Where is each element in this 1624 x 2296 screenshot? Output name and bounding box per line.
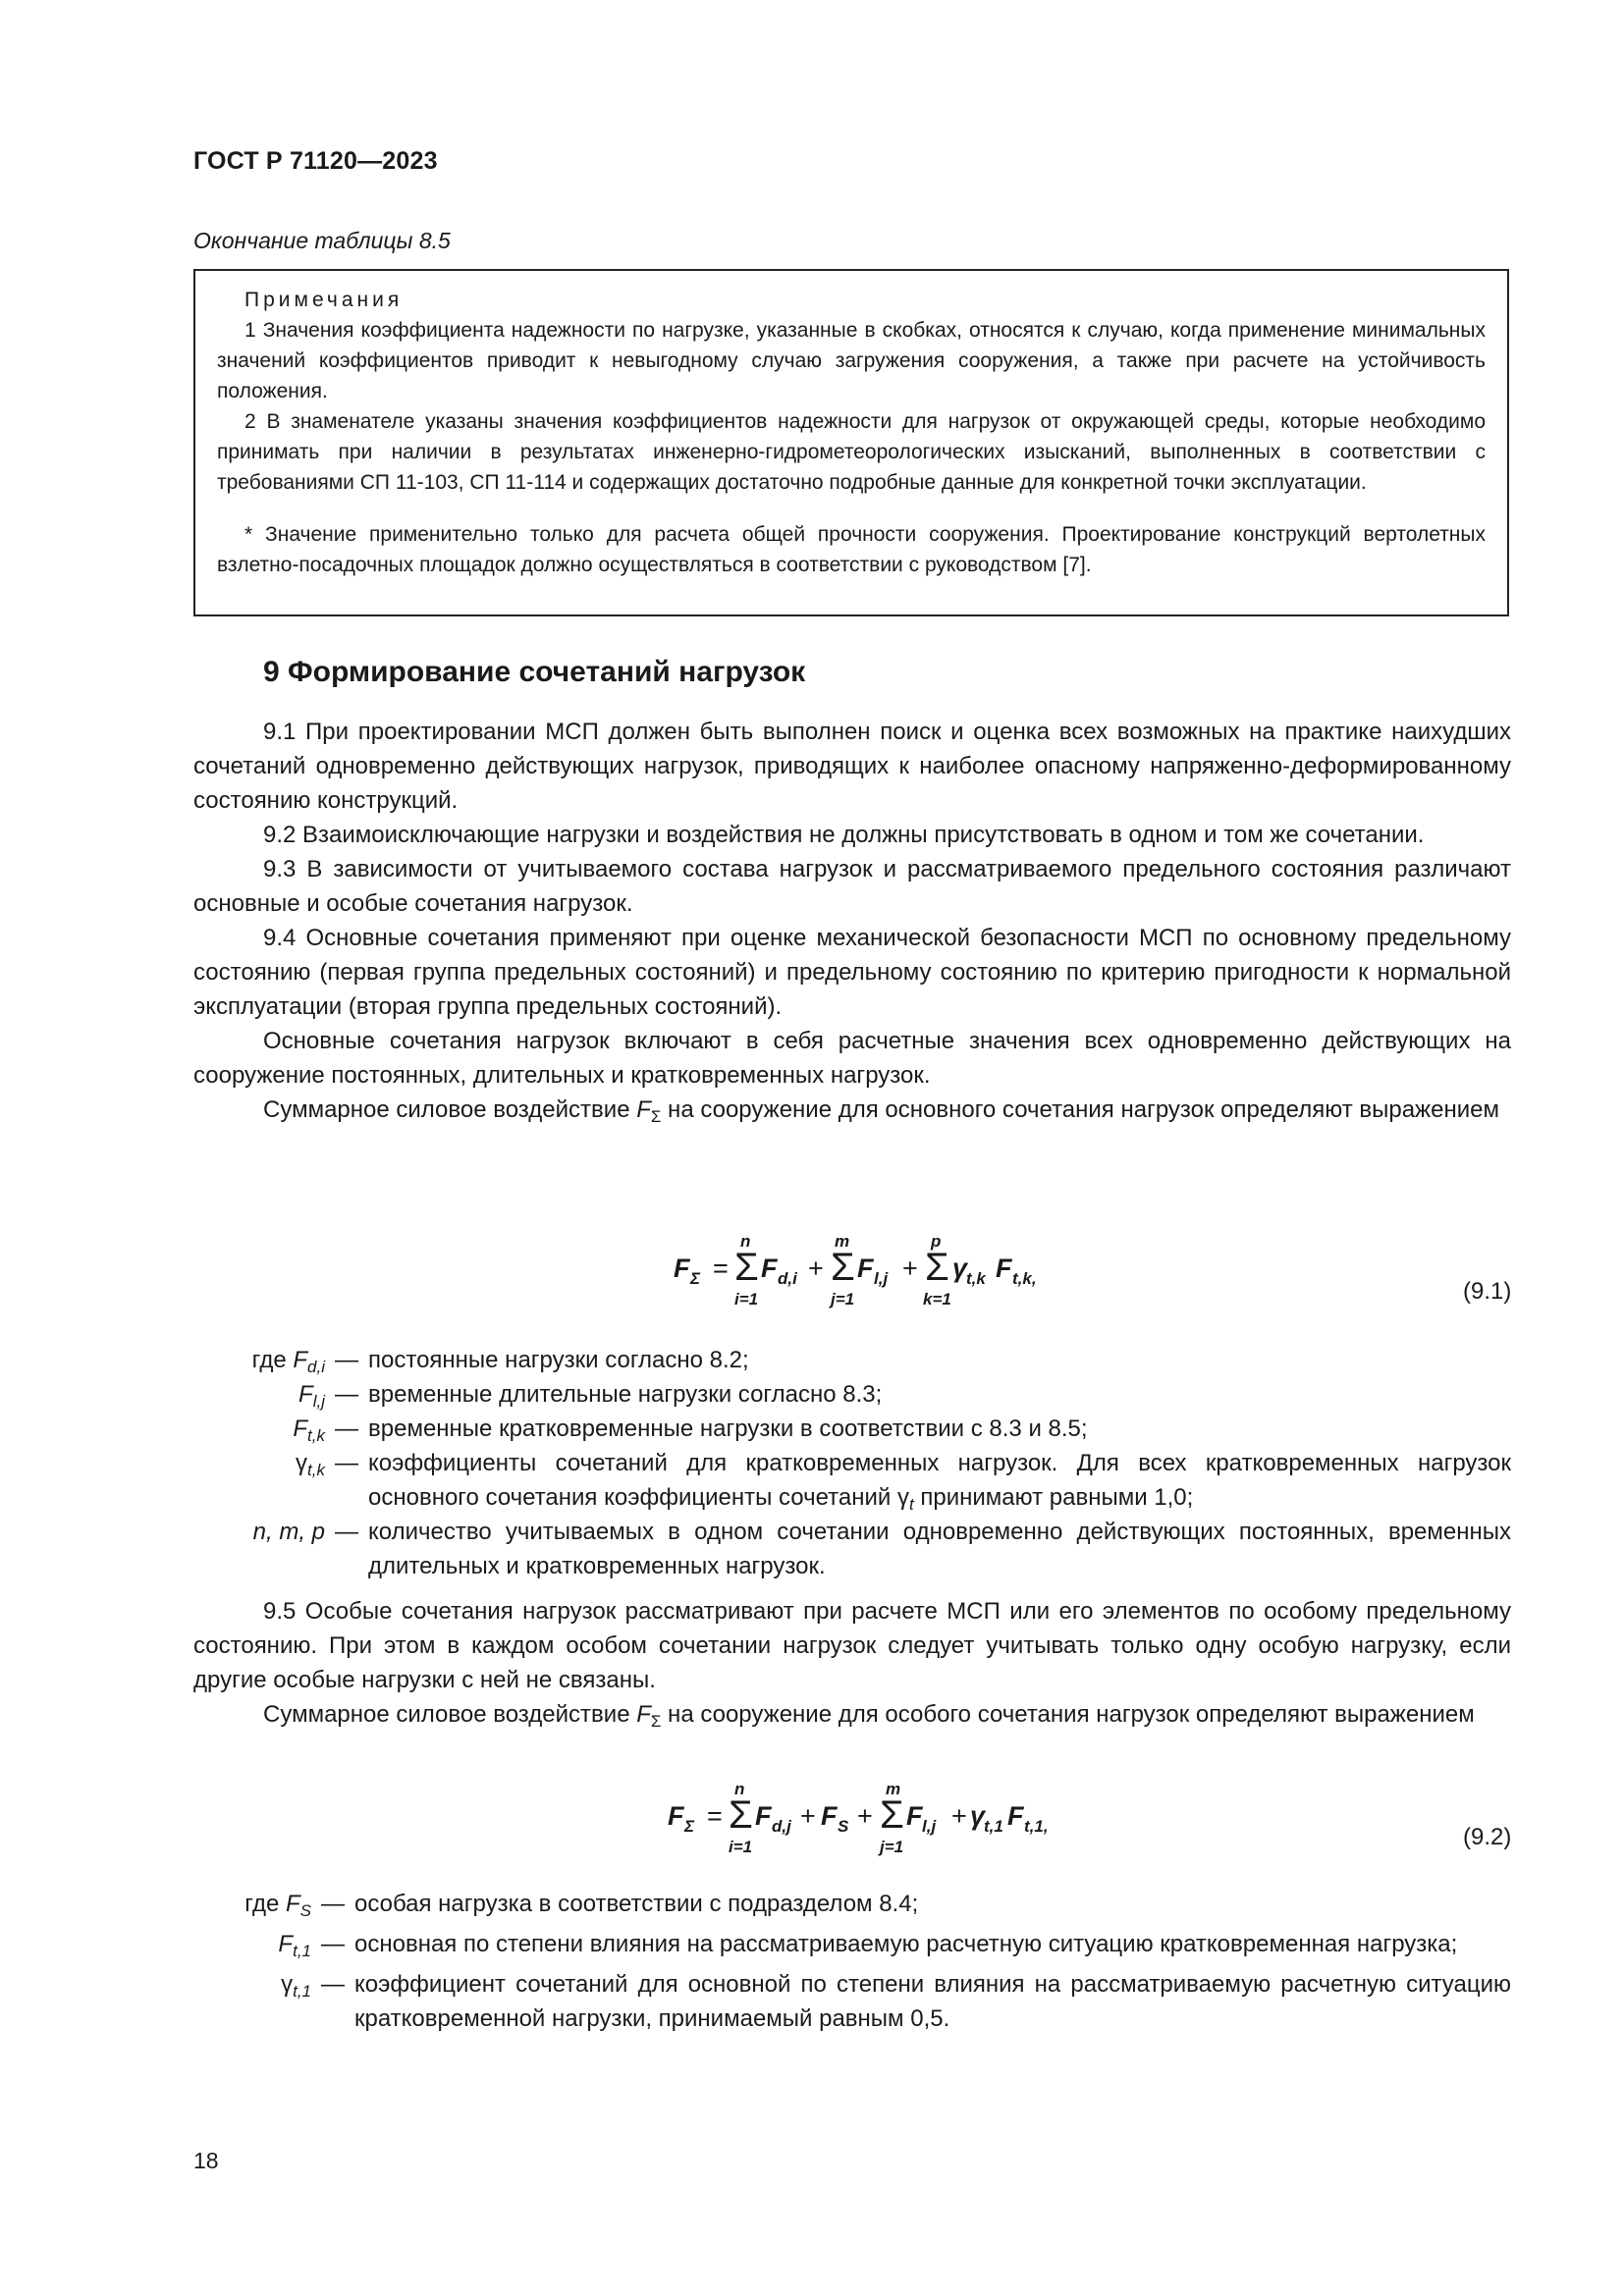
formula-9-2: F Σ = n Σ i=1 F d,j + F S + m Σ j=1 F l,j + γ t,1 F t,1, (668, 1780, 1049, 1856)
definition-row: $\gamma_{t,k}$ — коэффициенты сочетаний для кратковременных нагрузок. Для всех кратковременных нагрузок основного сочетания коэффициенты сочетаний $\gamma_t$ принимают равными 1,0; (296, 1450, 1511, 1514)
paragraph: 9.2 Взаимоисключающие нагрузки и воздействия не должны присутствовать в одном и том же сочетании. (263, 822, 1425, 848)
document-header: ГОСТ Р 71120—2023 (193, 147, 438, 175)
table-caption: Окончание таблицы 8.5 (193, 228, 451, 253)
equation-number-9-2: (9.2) (1463, 1824, 1512, 1850)
notes-title: Примечания (244, 289, 404, 311)
note-item: 2 В знаменателе указаны значения коэффициентов надежности для нагрузок от окружающей среды, которые необходимо принимать при наличии в результатах инженерно-гидрометеорологических изысканий, выполненных в соответствии с требованиями СП 11-103, СП 11-114 и содержащих достаточно подробные данные для конкретной точки эксплуатации. (217, 410, 1486, 494)
definitions-list-1 (193, 1343, 1511, 1583)
paragraph-sum-2: Суммарное силовое воздействие $F_\Sigma$ на сооружение для особого сочетания нагрузок определяют выражением (263, 1701, 1475, 1731)
definition-row: $F_{t,1}$ — основная по степени влияния на рассматриваемую расчетную ситуацию кратковременная нагрузка; (278, 1931, 1458, 1960)
body-text-block-2 (193, 1594, 1511, 1732)
paragraph: 9.1 При проектировании МСП должен быть выполнен поиск и оценка всех возможных на практике наихудших сочетаний одновременно действующих нагрузок, приводящих к наиболее опасному напряженно-деформированному состоянию конструкций. (193, 719, 1511, 814)
note-item: 1 Значения коэффициента надежности по нагрузке, указанные в скобках, относятся к случаю, когда применение минимальных значений коэффициентов приводит к невыгодному случаю загружения сооружения, а также при расчете на устойчивость положения. (217, 319, 1486, 402)
paragraph: 9.4 Основные сочетания применяют при оценке механической безопасности МСП по основному предельному состоянию (первая группа предельных состояний) и предельному состоянию по критерию пригодности к нормальной эксплуатации (вторая группа предельных состояний). (193, 925, 1511, 1020)
equation-number-9-1: (9.1) (1463, 1278, 1512, 1305)
page-number: 18 (193, 2148, 219, 2173)
notes-box (193, 269, 1509, 616)
definition-row: n, m, p — количество учитываемых в одном сочетании одновременно действующих постоянных, временных длительных и кратковременных нагрузок. (252, 1519, 1511, 1579)
definition-row: где $F_S$ — особая нагрузка в соответствии с подразделом 8.4; (244, 1891, 919, 1920)
definition-row: где $F_{d,i}$ — постоянные нагрузки согласно 8.2; (251, 1347, 749, 1376)
paragraph: 9.3 В зависимости от учитываемого состава нагрузок и рассматриваемого предельного состояния различают основные и особые сочетания нагрузок. (193, 856, 1511, 917)
section-heading: 9 Формирование сочетаний нагрузок (263, 656, 806, 688)
paragraph: Основные сочетания нагрузок включают в себя расчетные значения всех одновременно действующих на сооружение постоянных, длительных и кратковременных нагрузок. (193, 1028, 1511, 1089)
paragraph: 9.5 Особые сочетания нагрузок рассматривают при расчете МСП или его элементов по особому предельному состоянию. При этом в каждом особом сочетании нагрузок следует учитывать только одну особую нагрузку, если другие особые нагрузки с ней не связаны. (193, 1598, 1511, 1693)
formula-9-1: F Σ = n Σ i=1 F d,i + m Σ j=1 F l,j + p Σ k=1 γ t,k F t,k, (674, 1232, 1037, 1308)
table-footnote: * Значение применительно только для расчета общей прочности сооружения. Проектирование конструкций вертолетных взлетно-посадочных площадок должно осуществляться в соответствии с руководством [7]. (217, 523, 1486, 576)
body-text-block-1 (193, 715, 1511, 1127)
definition-row: $F_{l,j}$ — временные длительные нагрузки согласно 8.3; (298, 1381, 883, 1411)
definition-row: $F_{t,k}$ — временные кратковременные нагрузки в соответствии с 8.3 и 8.5; (293, 1415, 1088, 1445)
paragraph-sum-1: Суммарное силовое воздействие $F_\Sigma$ на сооружение для основного сочетания нагрузок определяют выражением (263, 1096, 1499, 1126)
definitions-list-2 (193, 1887, 1511, 2036)
definition-row: $\gamma_{t,1}$ — коэффициент сочетаний для основной по степени влияния на рассматриваемую расчетную ситуацию кратковременной нагрузки, принимаемый равным 0,5. (281, 1971, 1511, 2032)
